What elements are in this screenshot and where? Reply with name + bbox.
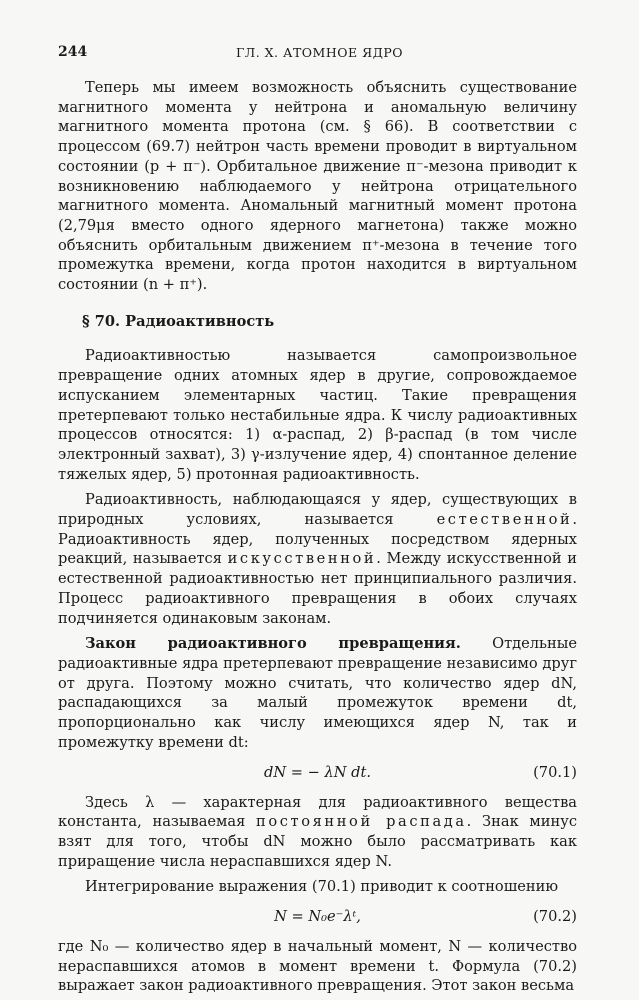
equation-number: (70.2) bbox=[533, 908, 577, 926]
page-header bbox=[58, 44, 577, 64]
paragraph-integration: Интегрирование выражения (70.1) приводит к соотношению bbox=[85, 878, 559, 896]
term-decay-constant: постоянной распада bbox=[256, 813, 467, 831]
equation-70-2 bbox=[58, 903, 577, 931]
page-body bbox=[58, 78, 577, 996]
term-natural: естественной bbox=[436, 511, 573, 529]
equation-number: (70.1) bbox=[533, 763, 577, 781]
bold-lead: Закон радиоактивного превращения. bbox=[85, 635, 461, 653]
equation-70-1 bbox=[58, 759, 577, 787]
paragraph-decay-constant: Здесь λ — характерная для радиоактивного вещества константа, называемая постоянной распада. Знак минус взят для того, чтобы dN можно было рассматривать как приращение числа нераспавшихся ядер N. bbox=[58, 793, 577, 870]
section-title: § 70. Радиоактивность bbox=[82, 312, 275, 330]
paragraph-natural-artificial: Радиоактивность, наблюдающаяся у ядер, существующих в природных условиях, называется естественной. Радиоактивность ядер, полученных посредством ядерных реакций, называется искусственной. Между искусственной и естественной радиоактивностью нет принципиального различия. Процесс радиоактивного превращения в обоих случаях подчиняется одинаковым законам. bbox=[58, 491, 577, 627]
intro-paragraph: Теперь мы имеем возможность объяснить существование магнитного момента у нейтрона и аномальную величину магнитного момента протона (см. § 66). В соответствии с процессом (69.7) нейтрон часть времени проводит в виртуальном состоянии (p + π⁻). Орбитальное движение π⁻-мезона приводит к возникновению наблюдаемого у нейтрона отрицательного магнитного момента. Аномальный магнитный момент протона (2,79μя вместо одного ядерного магнетона) также можно объяснить орбитальным движением π⁺-мезона в течение того промежутка времени, когда протон находится в виртуальном состоянии (n + π⁺). bbox=[58, 79, 577, 294]
paragraph-definition: Радиоактивностью называется самопроизвольное превращение одних атомных ядер в другие, сопровождаемое испусканием элементарных частиц. Такие превращения претерпевают только нестабильные ядра. К числу радиоактивных процессов относятся: 1) α-распад, 2) β-распад (в том числе электронный захват), 3) γ-излучение ядер, 4) спонтанное деление тяжелых ядер, 5) протонная радиоактивность. bbox=[58, 347, 577, 483]
equation-formula: N = N₀e⁻λᵗ, bbox=[274, 908, 361, 926]
paragraph-final: где N₀ — количество ядер в начальный момент, N — количество нераспавшихся атомов в момент времени t. Формула (70.2) выражает закон радиоактивного превращения. Этот закон весьма bbox=[58, 938, 577, 995]
equation-formula: dN = − λN dt. bbox=[264, 763, 371, 781]
paragraph-decay-law: Закон радиоактивного превращения. Отдельные радиоактивные ядра претерпевают превращение независимо друг от друга. Поэтому можно считать, что количество ядер dN, распадающихся за малый промежуток времени dt, пропорционально как числу имеющихся ядер N, так и промежутку времени dt: bbox=[58, 635, 577, 751]
term-artificial: искусственной bbox=[227, 550, 377, 568]
page-number: 244 bbox=[58, 44, 88, 60]
running-title: ГЛ. X. АТОМНОЕ ЯДРО bbox=[236, 45, 404, 60]
